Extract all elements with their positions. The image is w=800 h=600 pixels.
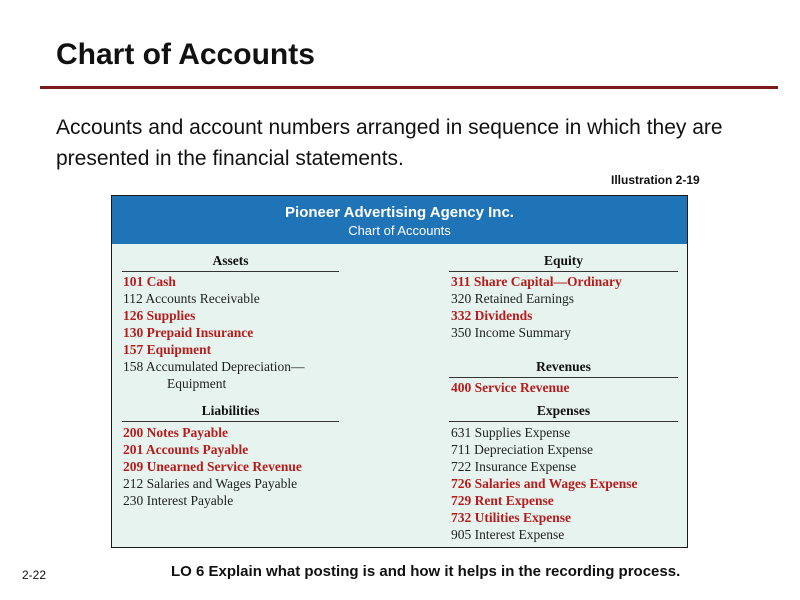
- account-item: 729 Rent Expense: [451, 493, 554, 508]
- account-item: 200 Notes Payable: [123, 425, 228, 440]
- slide-number: 2-22: [22, 568, 47, 582]
- company-name: Pioneer Advertising Agency Inc.: [285, 204, 514, 221]
- slide-title: Chart of Accounts: [56, 38, 315, 71]
- account-item: 157 Equipment: [123, 342, 212, 357]
- section-heading-equity: Equity: [449, 253, 678, 272]
- account-item: 320 Retained Earnings: [451, 291, 574, 306]
- account-item: 201 Accounts Payable: [123, 442, 249, 457]
- account-item: 126 Supplies: [123, 308, 196, 323]
- panel-header: [112, 196, 687, 244]
- section-heading-liabilities: Liabilities: [122, 403, 339, 422]
- account-item: 130 Prepaid Insurance: [123, 325, 254, 340]
- learning-objective: LO 6 Explain what posting is and how it helps in the recording process.: [171, 563, 681, 580]
- account-item: 631 Supplies Expense: [451, 425, 571, 440]
- account-item: 400 Service Revenue: [451, 380, 570, 395]
- account-item: Equipment: [167, 376, 227, 391]
- account-item: 112 Accounts Receivable: [123, 291, 260, 306]
- account-item: 212 Salaries and Wages Payable: [123, 476, 298, 491]
- account-item: 350 Income Summary: [451, 325, 571, 340]
- account-item: 332 Dividends: [451, 308, 533, 323]
- account-item: 230 Interest Payable: [123, 493, 234, 508]
- slide-subtitle: Accounts and account numbers arranged in sequence in which they are presented in the financial statements.: [56, 116, 723, 170]
- section-heading-revenues: Revenues: [449, 359, 678, 378]
- account-item: 732 Utilities Expense: [451, 510, 571, 525]
- account-item: 711 Depreciation Expense: [451, 442, 593, 457]
- section-heading-assets: Assets: [122, 253, 339, 272]
- account-item: 905 Interest Expense: [451, 527, 565, 542]
- account-item: 209 Unearned Service Revenue: [123, 459, 302, 474]
- account-item: 311 Share Capital—Ordinary: [451, 274, 622, 289]
- illustration-label: Illustration 2-19: [611, 173, 700, 187]
- panel-subtitle: Chart of Accounts: [348, 223, 451, 238]
- account-item: 722 Insurance Expense: [451, 459, 577, 474]
- chart-of-accounts-panel: [111, 195, 688, 548]
- title-divider: [40, 86, 778, 89]
- account-item: 158 Accumulated Depreciation—: [123, 359, 305, 374]
- account-item: 726 Salaries and Wages Expense: [451, 476, 638, 491]
- section-heading-expenses: Expenses: [449, 403, 678, 422]
- account-item: 101 Cash: [123, 274, 176, 289]
